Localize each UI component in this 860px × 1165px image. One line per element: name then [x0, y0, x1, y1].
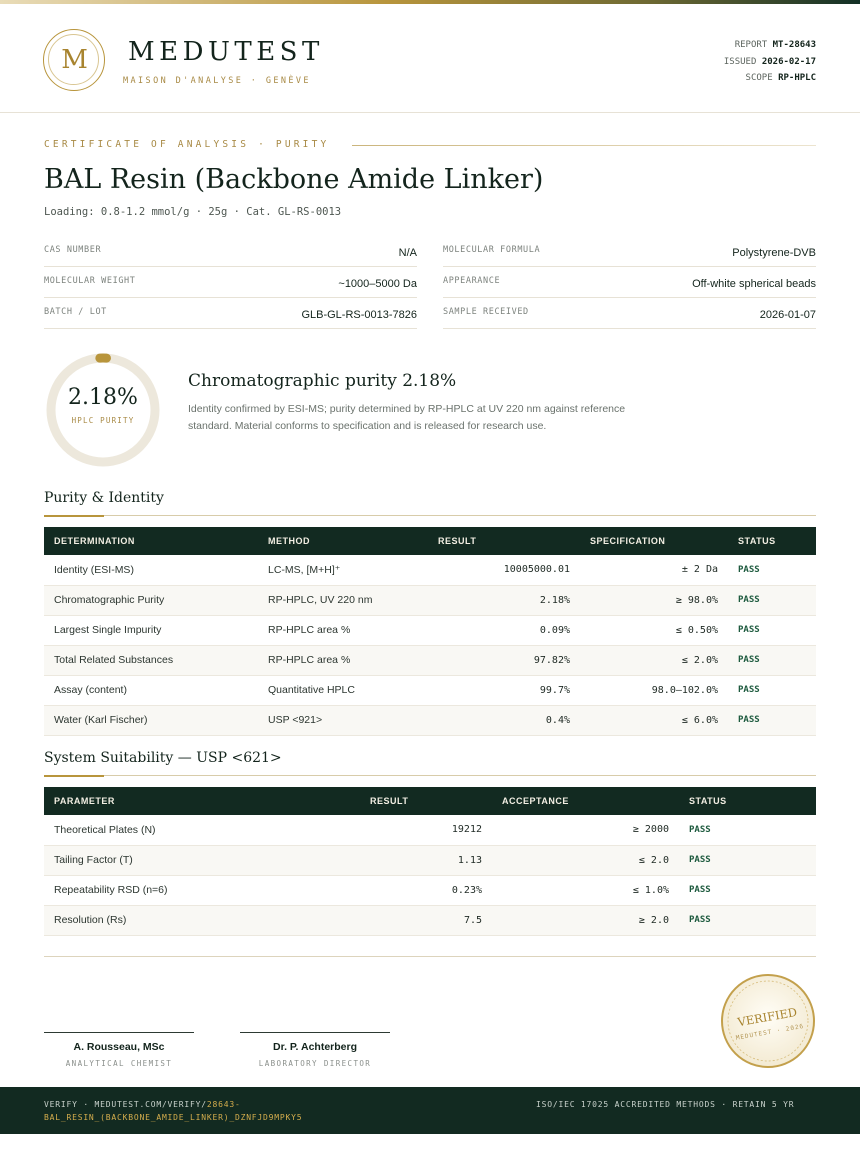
property-label: BATCH / LOT	[44, 307, 107, 317]
property-value: ~1000–5000 Da	[338, 278, 417, 290]
scope-line	[724, 70, 816, 87]
result-cell: 19212	[451, 824, 482, 836]
brand-tagline: MAISON D'ANALYSE · GENÈVE	[123, 76, 311, 86]
result-cell: 97.82%	[533, 654, 570, 666]
signature-block-chemist	[44, 1032, 194, 1068]
specification-cell: ± 2 Da	[681, 564, 718, 576]
result-cell: 2.18%	[539, 594, 570, 606]
table-row	[44, 905, 816, 935]
issued-date: 2026-02-17	[761, 56, 816, 67]
verification-footer	[0, 1087, 860, 1134]
purity-section-header	[44, 486, 816, 516]
column-header: RESULT	[438, 536, 477, 546]
status-badge: PASS	[738, 685, 760, 695]
certificate-eyebrow: CERTIFICATE OF ANALYSIS · PURITY	[44, 139, 330, 150]
specification-cell: 98.0–102.0%	[651, 684, 718, 696]
section-underline	[44, 515, 104, 517]
purity-ring	[44, 351, 162, 469]
column-header: ACCEPTANCE	[502, 796, 569, 806]
property-label: SAMPLE RECEIVED	[443, 307, 529, 317]
property-appearance	[443, 267, 816, 298]
logo-inner-ring	[48, 34, 99, 85]
column-header: DETERMINATION	[54, 536, 135, 546]
method-cell: Quantitative HPLC	[268, 684, 355, 696]
eyebrow-divider	[352, 145, 816, 146]
column-header: STATUS	[689, 796, 727, 806]
specification-cell: ≤ 0.50%	[675, 624, 718, 636]
property-label: MOLECULAR FORMULA	[443, 245, 541, 255]
property-sample-received	[443, 298, 816, 329]
parameter-cell: Repeatability RSD (n=6)	[54, 884, 168, 896]
signatory-role: LABORATORY DIRECTOR	[258, 1059, 372, 1068]
section-title: Purity & Identity	[44, 490, 164, 506]
accreditation-note: ISO/IEC 17025 ACCREDITED METHODS · RETAIN 5 YR	[536, 1100, 795, 1109]
status-badge: PASS	[738, 595, 760, 605]
result-cell: 10005000.01	[503, 564, 570, 576]
purity-table	[44, 527, 816, 736]
status-badge: PASS	[738, 715, 760, 725]
acceptance-cell: ≥ 2000	[632, 824, 669, 836]
report-header	[0, 4, 860, 113]
status-badge: PASS	[738, 655, 760, 665]
column-header: RESULT	[370, 796, 409, 806]
issued-label: ISSUED	[723, 56, 757, 67]
suitability-section-header	[44, 746, 816, 776]
verified-stamp	[720, 973, 816, 1069]
determination-cell: Identity (ESI-MS)	[54, 563, 134, 576]
determination-cell: Water (Karl Fischer)	[54, 714, 148, 726]
specification-cell: ≥ 98.0%	[675, 594, 718, 606]
table-row	[44, 555, 816, 585]
signatory-name: Dr. P. Achterberg	[272, 1041, 358, 1053]
signatory-name: A. Rousseau, MSc	[73, 1041, 165, 1053]
table-header-row	[44, 527, 816, 555]
status-badge: PASS	[738, 564, 760, 575]
section-underline	[44, 775, 104, 777]
table-row	[44, 815, 816, 845]
status-badge: PASS	[689, 855, 711, 865]
property-molecular-weight	[44, 267, 417, 298]
acceptance-cell: ≤ 1.0%	[632, 884, 669, 896]
result-cell: 1.13	[457, 854, 482, 866]
table-row	[44, 585, 816, 615]
determination-cell: Chromatographic Purity	[54, 594, 165, 606]
parameter-cell: Resolution (Rs)	[54, 914, 127, 926]
result-cell: 0.09%	[539, 624, 570, 636]
signature-block-director	[240, 1032, 390, 1068]
method-cell: USP <921>	[268, 714, 323, 726]
purity-description: Identity confirmed by ESI-MS; purity determined by RP-HPLC at UV 220 nm against reference standard. Material conforms to specification and is released for research use.	[188, 403, 626, 432]
table-row	[44, 645, 816, 675]
stamp-main-text: VERIFIED	[736, 1004, 799, 1030]
table-row	[44, 875, 816, 905]
section-title: System Suitability — USP <621>	[44, 750, 282, 766]
determination-cell: Total Related Substances	[54, 654, 174, 666]
property-value: Off-white spherical beads	[692, 278, 816, 290]
medutest-logo	[43, 29, 105, 91]
logo-letter: M	[61, 45, 88, 75]
column-header: STATUS	[738, 536, 776, 546]
suitability-table	[44, 787, 816, 936]
brand-name: MEDUTEST	[128, 37, 324, 67]
product-subtitle: Loading: 0.8-1.2 mmol/g · 25g · Cat. GL-RS-0013	[44, 206, 342, 218]
determination-cell: Largest Single Impurity	[54, 624, 162, 636]
table-row	[44, 675, 816, 705]
specification-cell: ≤ 2.0%	[681, 654, 718, 666]
scope-value: RP-HPLC	[778, 73, 816, 83]
property-value: 2026-01-07	[759, 309, 816, 321]
verify-prefix: VERIFY · MEDUTEST.COM/VERIFY/	[44, 1100, 207, 1109]
issued-date-line	[724, 54, 816, 71]
method-cell: LC-MS, [M+H]⁺	[268, 563, 341, 576]
result-cell: 0.4%	[545, 714, 570, 726]
specification-cell: ≤ 6.0%	[681, 714, 718, 726]
acceptance-cell: ≥ 2.0	[638, 914, 669, 926]
column-header: METHOD	[268, 536, 310, 546]
property-formula	[443, 236, 816, 267]
property-cas	[44, 236, 417, 267]
column-header: PARAMETER	[54, 796, 115, 806]
certificate-eyebrow-row	[44, 139, 816, 151]
method-cell: RP-HPLC area %	[268, 624, 351, 636]
parameter-cell: Tailing Factor (T)	[54, 854, 133, 866]
signature-divider	[44, 956, 816, 957]
status-badge: PASS	[738, 625, 760, 635]
table-row	[44, 845, 816, 875]
report-number-line	[724, 37, 816, 54]
purity-heading: Chromatographic purity 2.18%	[188, 371, 457, 391]
parameter-cell: Theoretical Plates (N)	[54, 823, 156, 836]
property-value: N/A	[398, 247, 417, 259]
report-meta	[724, 37, 816, 87]
table-header-row	[44, 787, 816, 815]
signatory-role: ANALYTICAL CHEMIST	[65, 1059, 173, 1068]
result-cell: 0.23%	[451, 884, 482, 896]
property-label: MOLECULAR WEIGHT	[44, 276, 136, 286]
purity-ring-track	[51, 358, 155, 462]
product-title: BAL Resin (Backbone Amide Linker)	[44, 164, 544, 195]
verify-link[interactable]: 28643-BAL_RESIN_(BACKBONE_AMIDE_LINKER)_DZNFJD9MPKY5	[44, 1100, 303, 1122]
report-label: REPORT	[734, 40, 768, 50]
status-badge: PASS	[689, 824, 711, 835]
purity-ring-value: 2.18%	[68, 385, 138, 410]
scope-label: SCOPE	[745, 73, 773, 83]
status-badge: PASS	[689, 885, 711, 895]
purity-ring-label: HPLC PURITY	[71, 416, 135, 425]
property-batch	[44, 298, 417, 329]
table-row	[44, 615, 816, 645]
verify-line	[44, 1099, 484, 1124]
stamp-sub-text: MEDUTEST · 2026	[735, 1022, 805, 1042]
property-value: GLB-GL-RS-0013-7826	[301, 309, 417, 321]
status-badge: PASS	[689, 915, 711, 925]
result-cell: 7.5	[463, 914, 482, 926]
property-label: APPEARANCE	[443, 276, 501, 286]
determination-cell: Assay (content)	[54, 684, 127, 696]
table-row	[44, 705, 816, 735]
report-number: MT-28643	[772, 40, 816, 50]
acceptance-cell: ≤ 2.0	[638, 854, 669, 866]
method-cell: RP-HPLC area %	[268, 654, 351, 666]
property-label: CAS NUMBER	[44, 245, 102, 255]
result-cell: 99.7%	[539, 684, 570, 696]
column-header: SPECIFICATION	[590, 536, 666, 546]
property-value: Polystyrene-DVB	[732, 247, 816, 259]
method-cell: RP-HPLC, UV 220 nm	[268, 594, 373, 606]
